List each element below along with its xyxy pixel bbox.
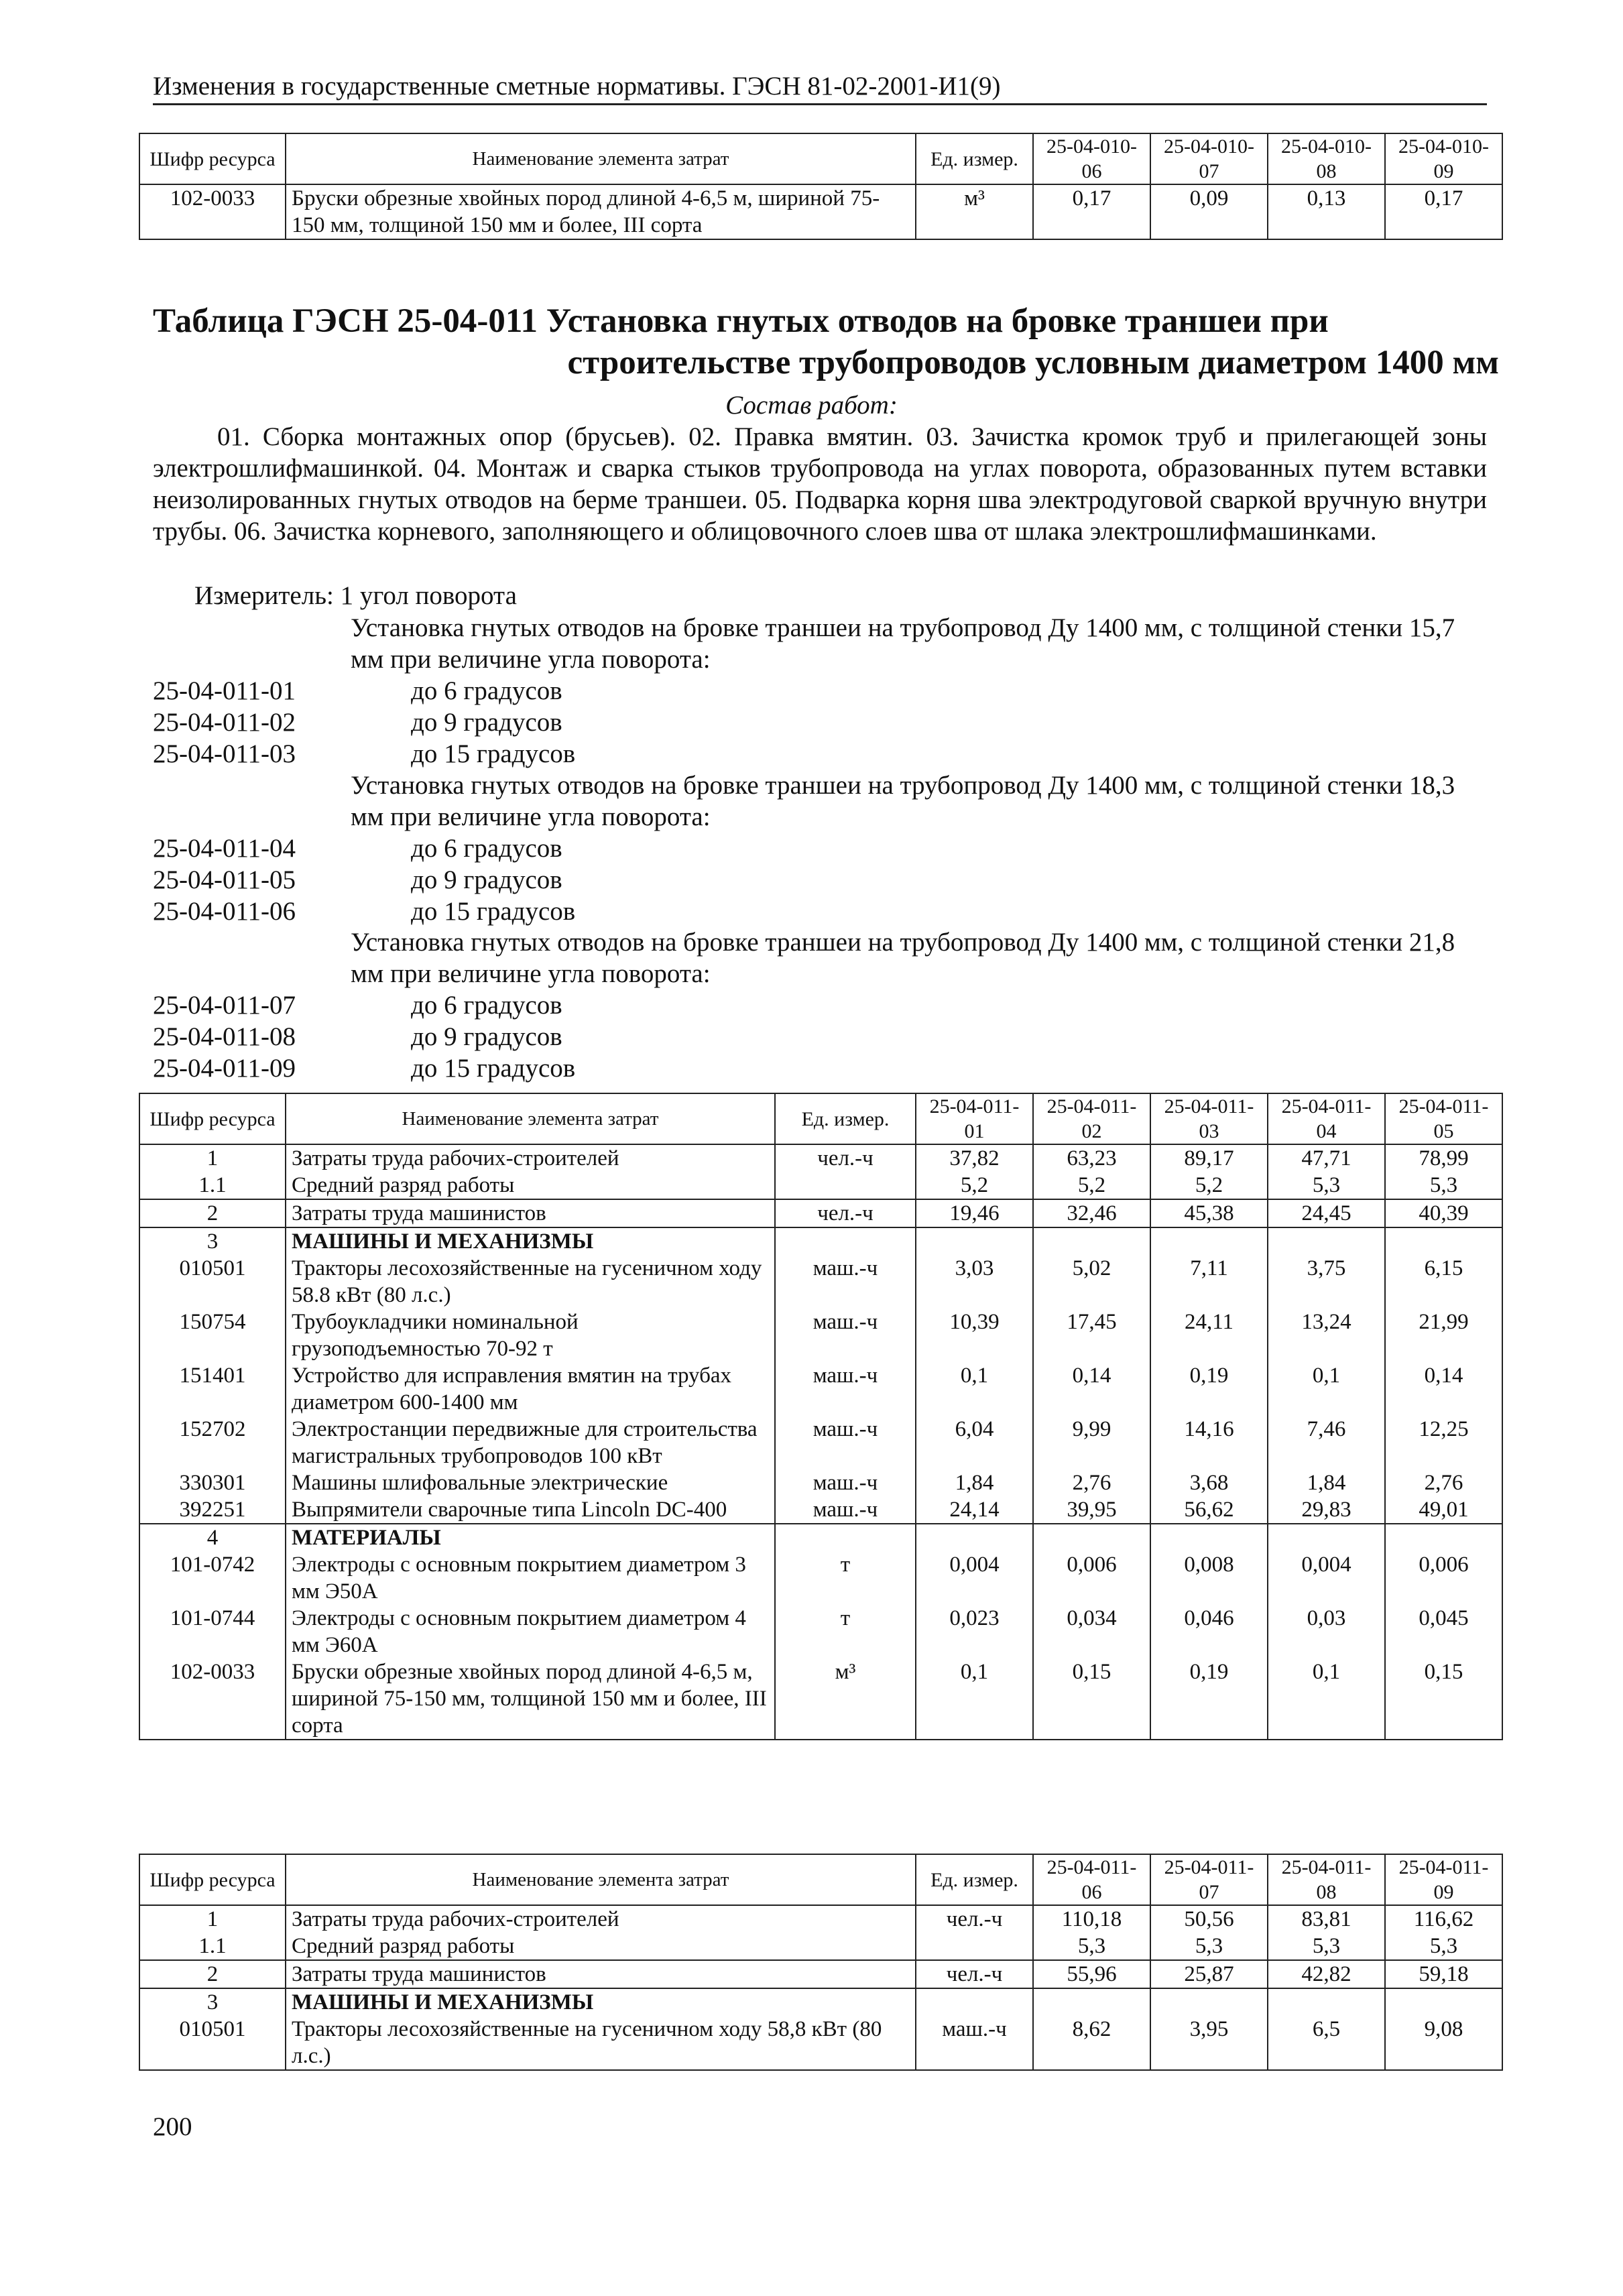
cell-value: 5,3	[1385, 1172, 1502, 1199]
composition-heading: Состав работ:	[725, 391, 898, 420]
cell-value: 0,03	[1268, 1605, 1385, 1658]
col-head-value: 25-04-011-05	[1385, 1093, 1502, 1144]
cell-value: 0,17	[1385, 184, 1502, 239]
col-head-value: 25-04-011-07	[1150, 1854, 1268, 1905]
col-head-value: 25-04-010-09	[1385, 133, 1502, 184]
cell-value: 49,01	[1385, 1496, 1502, 1524]
cell-code: 1.1	[139, 1933, 286, 1960]
meter-text: Измеритель: 1 угол поворота	[194, 581, 517, 610]
table-row	[139, 1199, 1502, 1227]
variant-code: 25-04-011-04	[153, 834, 296, 863]
cell-value: 110,18	[1033, 1905, 1150, 1933]
cell-value: 5,02	[1033, 1255, 1150, 1309]
cell-value: 45,38	[1150, 1199, 1268, 1227]
cell-value: 24,45	[1268, 1199, 1385, 1227]
variant-item	[153, 833, 1487, 864]
cell-name: Машины шлифовальные электрические	[286, 1469, 775, 1496]
cell-value: 0,004	[916, 1551, 1033, 1605]
variant-label: до 15 градусов	[411, 897, 576, 926]
cell-name: Затраты труда машинистов	[286, 1960, 916, 1988]
cell-unit: т	[775, 1551, 916, 1605]
cell-unit	[775, 1227, 916, 1255]
cell-value: 6,04	[916, 1416, 1033, 1469]
resource-table-2	[139, 1854, 1503, 2071]
cell-value: 13,24	[1268, 1309, 1385, 1362]
cell-unit	[916, 1933, 1033, 1960]
table-head-row	[139, 1854, 1502, 1905]
cell-value	[1385, 1227, 1502, 1255]
table-row	[139, 1362, 1502, 1416]
variant-item	[153, 989, 1487, 1021]
cell-code: 010501	[139, 2016, 286, 2070]
cell-value: 5,3	[1268, 1172, 1385, 1199]
col-head-name: Наименование элемента затрат	[286, 1854, 916, 1905]
cell-value: 2,76	[1385, 1469, 1502, 1496]
cell-value: 0,045	[1385, 1605, 1502, 1658]
cell-value: 10,39	[916, 1309, 1033, 1362]
cell-value: 9,99	[1033, 1416, 1150, 1469]
table-row	[139, 1524, 1502, 1551]
cell-value: 24,11	[1150, 1309, 1268, 1362]
cell-name: Устройство для исправления вмятин на трубах диаметром 600-1400 мм	[286, 1362, 775, 1416]
variant-group	[153, 612, 1487, 770]
cell-value: 55,96	[1033, 1960, 1150, 1988]
page-number: 200	[153, 2112, 192, 2141]
col-head-value: 25-04-011-04	[1268, 1093, 1385, 1144]
cell-value: 78,99	[1385, 1144, 1502, 1172]
cell-value: 0,14	[1385, 1362, 1502, 1416]
col-head-value: 25-04-011-06	[1033, 1854, 1150, 1905]
cell-value	[1150, 1988, 1268, 2016]
variant-code: 25-04-011-02	[153, 708, 296, 737]
variant-item	[153, 738, 1487, 770]
col-head-code: Шифр ресурса	[139, 1854, 286, 1905]
cell-code: 4	[139, 1524, 286, 1551]
cell-name: Тракторы лесохозяйственные на гусеничном ходу 58,8 кВт (80 л.с.)	[286, 2016, 916, 2070]
cell-value: 6,5	[1268, 2016, 1385, 2070]
cell-name: Бруски обрезные хвойных пород длиной 4-6,5 м, шириной 75-150 мм, толщиной 150 мм и более, III сорта	[286, 184, 916, 239]
cell-code: 330301	[139, 1469, 286, 1496]
cell-value	[1033, 1988, 1150, 2016]
table-row	[139, 1551, 1502, 1605]
cell-name: МАТЕРИАЛЫ	[286, 1524, 775, 1551]
table-row	[139, 1605, 1502, 1658]
cell-unit: чел.-ч	[916, 1960, 1033, 1988]
table-row	[139, 1416, 1502, 1469]
table-row	[139, 1905, 1502, 1933]
cell-code: 1	[139, 1144, 286, 1172]
cell-code: 3	[139, 1227, 286, 1255]
cell-unit: м³	[916, 184, 1033, 239]
cell-value: 0,006	[1033, 1551, 1150, 1605]
variant-code: 25-04-011-06	[153, 897, 296, 926]
table-row	[139, 184, 1502, 239]
cell-code: 151401	[139, 1362, 286, 1416]
cell-name: Затраты труда машинистов	[286, 1199, 775, 1227]
cell-code: 150754	[139, 1309, 286, 1362]
top-cost-table	[139, 133, 1503, 240]
cell-value: 0,09	[1150, 184, 1268, 239]
composition-text: 01. Сборка монтажных опор (брусьев). 02. Правка вмятин. 03. Зачистка кромок труб и прилегающей зоны электрошлифмашинкой. 04. Монтаж и сварка стыков трубопровода на углах поворота, образованных путем вставки неизолированных гнутых отводов на берме траншеи. 05. Подварка корня шва электродуговой сваркой вручную внутри трубы. 06. Зачистка корневого, заполняющего и облицовочного слоев шва от шлака электрошлифмашинками.	[153, 422, 1487, 546]
cell-value: 5,3	[1033, 1933, 1150, 1960]
variant-label: до 9 градусов	[411, 708, 562, 737]
cell-value: 0,1	[1268, 1658, 1385, 1740]
table-row	[139, 2016, 1502, 2070]
table-row	[139, 1496, 1502, 1524]
table-title-line2: строительстве трубопроводов условным диаметром 1400 мм	[567, 344, 1499, 381]
cell-code: 152702	[139, 1416, 286, 1469]
cell-value	[1385, 1988, 1502, 2016]
cell-value: 116,62	[1385, 1905, 1502, 1933]
cell-code: 102-0033	[139, 184, 286, 239]
col-head-code: Шифр ресурса	[139, 133, 286, 184]
col-head-value: 25-04-010-08	[1268, 133, 1385, 184]
cell-name: Электроды с основным покрытием диаметром 3 мм Э50А	[286, 1551, 775, 1605]
running-header: Изменения в государственные сметные нормативы. ГЭСН 81-02-2001-И1(9)	[153, 72, 1001, 101]
cell-value: 17,45	[1033, 1309, 1150, 1362]
cell-value: 5,3	[1150, 1933, 1268, 1960]
cell-value: 5,3	[1385, 1933, 1502, 1960]
cell-unit: маш.-ч	[775, 1362, 916, 1416]
cell-value	[1268, 1227, 1385, 1255]
cell-value: 3,95	[1150, 2016, 1268, 2070]
cell-name: Затраты труда рабочих-строителей	[286, 1905, 916, 1933]
cell-value: 0,004	[1268, 1551, 1385, 1605]
cell-value: 56,62	[1150, 1496, 1268, 1524]
cell-value: 39,95	[1033, 1496, 1150, 1524]
cell-value: 7,46	[1268, 1416, 1385, 1469]
cell-value	[1033, 1227, 1150, 1255]
variant-code: 25-04-011-01	[153, 676, 296, 705]
col-head-name: Наименование элемента затрат	[286, 1093, 775, 1144]
cell-name: МАШИНЫ И МЕХАНИЗМЫ	[286, 1227, 775, 1255]
header-rule	[153, 103, 1487, 105]
cell-value: 29,83	[1268, 1496, 1385, 1524]
variant-label: до 9 градусов	[411, 1022, 562, 1051]
cell-value: 19,46	[916, 1199, 1033, 1227]
cell-value: 89,17	[1150, 1144, 1268, 1172]
table-row	[139, 1172, 1502, 1199]
table-row	[139, 1227, 1502, 1255]
cell-code: 102-0033	[139, 1658, 286, 1740]
cell-unit: маш.-ч	[775, 1496, 916, 1524]
table-row	[139, 1309, 1502, 1362]
cell-value: 0,15	[1385, 1658, 1502, 1740]
cell-value: 8,62	[1033, 2016, 1150, 2070]
variant-label: до 6 градусов	[411, 991, 562, 1020]
cell-name: Электростанции передвижные для строительства магистральных трубопроводов 100 кВт	[286, 1416, 775, 1469]
cell-value: 5,3	[1268, 1933, 1385, 1960]
cell-value: 5,2	[1150, 1172, 1268, 1199]
cell-unit	[775, 1172, 916, 1199]
cell-value: 25,87	[1150, 1960, 1268, 1988]
cell-code: 101-0744	[139, 1605, 286, 1658]
variant-description: Установка гнутых отводов на бровке траншеи на трубопровод Ду 1400 мм, с толщиной стенки 18,3 мм при величине угла поворота:	[351, 771, 1455, 831]
cell-value: 0,13	[1268, 184, 1385, 239]
variant-description: Установка гнутых отводов на бровке траншеи на трубопровод Ду 1400 мм, с толщиной стенки 15,7 мм при величине угла поворота:	[351, 613, 1455, 674]
cell-name: Бруски обрезные хвойных пород длиной 4-6,5 м, шириной 75-150 мм, толщиной 150 мм и более, III сорта	[286, 1658, 775, 1740]
cell-code: 2	[139, 1199, 286, 1227]
col-head-unit: Ед. измер.	[916, 1854, 1033, 1905]
resource-table-1	[139, 1093, 1503, 1740]
cell-value: 7,11	[1150, 1255, 1268, 1309]
cell-value: 24,14	[916, 1496, 1033, 1524]
cell-value: 1,84	[916, 1469, 1033, 1496]
cell-value: 0,17	[1033, 184, 1150, 239]
cell-name: Выпрямители сварочные типа Lincoln DC-400	[286, 1496, 775, 1524]
cell-unit: маш.-ч	[775, 1416, 916, 1469]
table-row	[139, 1658, 1502, 1740]
col-head-value: 25-04-010-07	[1150, 133, 1268, 184]
cell-value: 59,18	[1385, 1960, 1502, 1988]
cell-unit: чел.-ч	[775, 1144, 916, 1172]
cell-value: 0,006	[1385, 1551, 1502, 1605]
cell-name: МАШИНЫ И МЕХАНИЗМЫ	[286, 1988, 916, 2016]
cell-value: 0,1	[1268, 1362, 1385, 1416]
cell-code: 392251	[139, 1496, 286, 1524]
cell-name: Средний разряд работы	[286, 1933, 916, 1960]
cell-value: 0,046	[1150, 1605, 1268, 1658]
cell-name: Средний разряд работы	[286, 1172, 775, 1199]
cell-value: 3,75	[1268, 1255, 1385, 1309]
cell-value: 12,25	[1385, 1416, 1502, 1469]
cell-value: 9,08	[1385, 2016, 1502, 2070]
cell-unit: маш.-ч	[916, 2016, 1033, 2070]
cell-code: 2	[139, 1960, 286, 1988]
cell-unit: м³	[775, 1658, 916, 1740]
cell-value: 37,82	[916, 1144, 1033, 1172]
table-title-line1: Таблица ГЭСН 25-04-011 Установка гнутых отводов на бровке траншеи при	[153, 302, 1329, 340]
col-head-unit: Ед. измер.	[916, 133, 1033, 184]
cell-unit	[775, 1524, 916, 1551]
cell-value	[1268, 1524, 1385, 1551]
table-row	[139, 1144, 1502, 1172]
variant-item	[153, 707, 1487, 738]
table-head-row	[139, 133, 1502, 184]
cell-value: 0,1	[916, 1658, 1033, 1740]
cell-name: Трубоукладчики номинальной грузоподъемностью 70-92 т	[286, 1309, 775, 1362]
table-row	[139, 1933, 1502, 1960]
variant-description: Установка гнутых отводов на бровке траншеи на трубопровод Ду 1400 мм, с толщиной стенки 21,8 мм при величине угла поворота:	[351, 928, 1455, 988]
table-head-row	[139, 1093, 1502, 1144]
cell-unit	[916, 1988, 1033, 2016]
cell-unit: чел.-ч	[916, 1905, 1033, 1933]
variant-code: 25-04-011-03	[153, 739, 296, 768]
cell-name: Электроды с основным покрытием диаметром 4 мм Э60А	[286, 1605, 775, 1658]
col-head-unit: Ед. измер.	[775, 1093, 916, 1144]
variant-code: 25-04-011-05	[153, 865, 296, 894]
cell-unit: т	[775, 1605, 916, 1658]
cell-unit: маш.-ч	[775, 1309, 916, 1362]
col-head-value: 25-04-011-01	[916, 1093, 1033, 1144]
cell-value: 0,19	[1150, 1658, 1268, 1740]
variant-group	[153, 770, 1487, 927]
cell-value: 0,19	[1150, 1362, 1268, 1416]
col-head-name: Наименование элемента затрат	[286, 133, 916, 184]
cell-code: 101-0742	[139, 1551, 286, 1605]
cell-value: 2,76	[1033, 1469, 1150, 1496]
cell-value	[916, 1524, 1033, 1551]
cell-value: 32,46	[1033, 1199, 1150, 1227]
cell-value: 3,68	[1150, 1469, 1268, 1496]
table-row	[139, 1255, 1502, 1309]
cell-value	[1385, 1524, 1502, 1551]
cell-value	[1268, 1988, 1385, 2016]
variant-item	[153, 896, 1487, 927]
variant-label: до 15 градусов	[411, 1054, 576, 1083]
cell-value: 42,82	[1268, 1960, 1385, 1988]
col-head-value: 25-04-011-08	[1268, 1854, 1385, 1905]
cell-value: 63,23	[1033, 1144, 1150, 1172]
variant-label: до 6 градусов	[411, 676, 562, 705]
cell-value: 0,15	[1033, 1658, 1150, 1740]
cell-unit: маш.-ч	[775, 1255, 916, 1309]
cell-code: 1	[139, 1905, 286, 1933]
variant-item	[153, 864, 1487, 896]
variant-label: до 15 градусов	[411, 739, 576, 768]
cell-value	[1033, 1524, 1150, 1551]
variant-code: 25-04-011-07	[153, 991, 296, 1020]
cell-unit: чел.-ч	[775, 1199, 916, 1227]
cell-value: 0,023	[916, 1605, 1033, 1658]
cell-value: 5,2	[1033, 1172, 1150, 1199]
cell-name: Тракторы лесохозяйственные на гусеничном ходу 58.8 кВт (80 л.с.)	[286, 1255, 775, 1309]
cell-value: 0,034	[1033, 1605, 1150, 1658]
variant-item	[153, 675, 1487, 707]
cell-value: 14,16	[1150, 1416, 1268, 1469]
cell-value: 21,99	[1385, 1309, 1502, 1362]
cell-code: 1.1	[139, 1172, 286, 1199]
table-row	[139, 1469, 1502, 1496]
cell-value: 0,1	[916, 1362, 1033, 1416]
cell-value	[1150, 1524, 1268, 1551]
cell-value: 3,03	[916, 1255, 1033, 1309]
variant-group	[153, 926, 1487, 1084]
cell-unit: маш.-ч	[775, 1469, 916, 1496]
col-head-value: 25-04-011-09	[1385, 1854, 1502, 1905]
cell-value: 0,008	[1150, 1551, 1268, 1605]
cell-code: 3	[139, 1988, 286, 2016]
cell-value: 83,81	[1268, 1905, 1385, 1933]
table-row	[139, 1988, 1502, 2016]
col-head-value: 25-04-011-03	[1150, 1093, 1268, 1144]
cell-value	[1150, 1227, 1268, 1255]
col-head-code: Шифр ресурса	[139, 1093, 286, 1144]
cell-name: Затраты труда рабочих-строителей	[286, 1144, 775, 1172]
variant-code: 25-04-011-08	[153, 1022, 296, 1051]
cell-value	[916, 1227, 1033, 1255]
col-head-value: 25-04-011-02	[1033, 1093, 1150, 1144]
cell-value: 47,71	[1268, 1144, 1385, 1172]
cell-value: 50,56	[1150, 1905, 1268, 1933]
cell-value: 1,84	[1268, 1469, 1385, 1496]
cell-value: 5,2	[916, 1172, 1033, 1199]
cell-value: 0,14	[1033, 1362, 1150, 1416]
variant-item	[153, 1052, 1487, 1084]
table-row	[139, 1960, 1502, 1988]
variant-code: 25-04-011-09	[153, 1054, 296, 1083]
cell-value: 40,39	[1385, 1199, 1502, 1227]
variant-label: до 6 градусов	[411, 834, 562, 863]
cell-code: 010501	[139, 1255, 286, 1309]
cell-value: 6,15	[1385, 1255, 1502, 1309]
variant-label: до 9 градусов	[411, 865, 562, 894]
col-head-value: 25-04-010-06	[1033, 133, 1150, 184]
variant-item	[153, 1021, 1487, 1052]
